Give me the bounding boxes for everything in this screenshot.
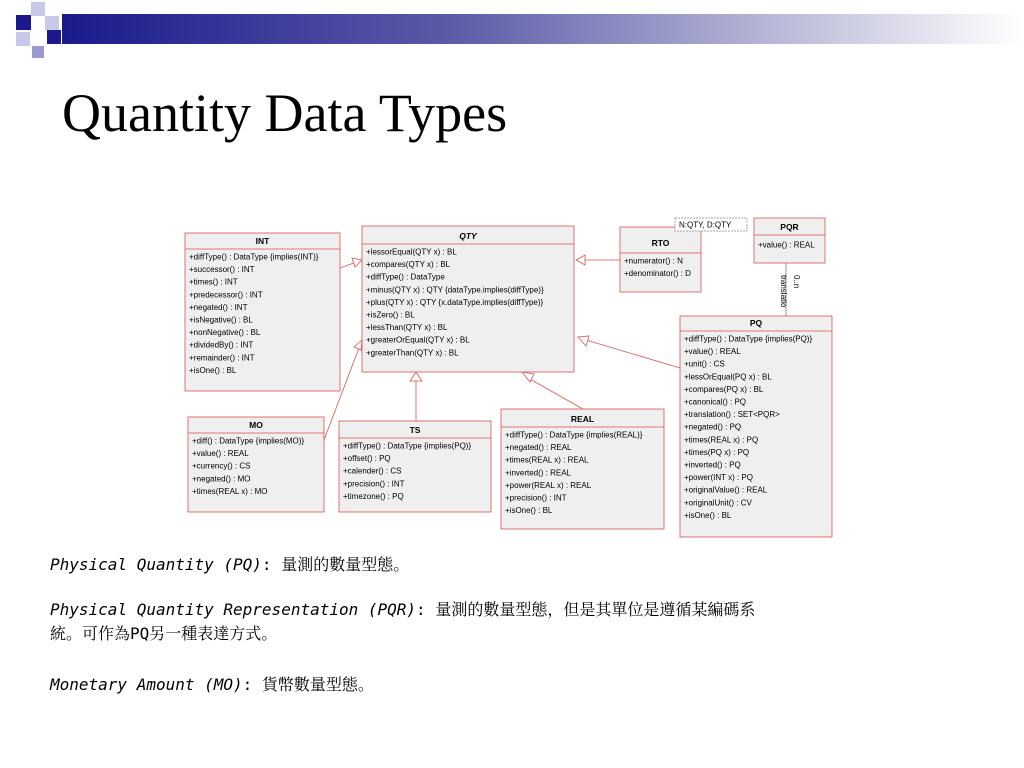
class-operation: +greaterThan(QTY x) : BL [366,348,459,358]
text-pqr: 量測的數量型態，但是其單位是遵循某編碼系 [425,600,756,619]
class-operation: +minus(QTY x) : QTY {dataType.implies(diffType)} [366,285,544,295]
edge-real-qty [528,378,583,409]
arrowhead-rto [576,255,585,265]
sep-pqr: : [416,600,426,619]
class-operation: +diffType() : DataType {implies(REAL)} [505,430,643,440]
class-operation: +timezone() : PQ [343,491,404,501]
class-operation: +calender() : CS [343,466,402,476]
class-operation: +negated() : INT [189,302,248,312]
class-operation: +offset() : PQ [343,454,391,464]
template-param: N:QTY, D:QTY [679,220,732,230]
arrowhead-pq [578,336,589,346]
class-operation: +lessorEqual(QTY x) : BL [366,247,457,257]
class-operation: +originalValue() : REAL [684,485,768,495]
class-operation: +currency() : CS [192,461,251,471]
class-operation: +dividedBy() : INT [189,340,254,350]
class-name: REAL [570,414,595,424]
class-operation: +diffType() : DataType {implies(PQ)} [343,441,472,451]
class-ts [339,421,491,512]
sep-mo: : [242,675,253,694]
paragraph-pqr [50,598,755,646]
class-operation: +unit() : CS [684,359,725,369]
class-operation: +denominator() : D [624,269,691,279]
class-operation: +diffType() : DataType {implies(PQ)} [684,334,813,344]
arrowhead-ts [410,372,422,381]
term-pq: Physical Quantity (PQ) [50,555,262,574]
class-operation: +isNegative() : BL [189,315,253,325]
class-operation: +power(REAL x) : REAL [505,480,592,490]
term-pqr: Physical Quantity Representation (PQR) [50,600,417,619]
class-name: INT [255,236,270,246]
class-operation: +value() : REAL [758,240,815,250]
class-operation: +isOne() : BL [189,365,237,375]
class-name: MO [249,420,263,430]
class-operation: +value() : REAL [684,347,741,357]
class-operation: +isOne() : BL [505,506,553,516]
class-operation: +compares(PQ x) : BL [684,384,764,394]
class-qty [362,226,574,372]
class-operation: +successor() : INT [189,265,255,275]
class-operation: +times(REAL x) : MO [192,486,268,496]
class-real [501,409,664,529]
class-operation: +plus(QTY x) : QTY {x.dataType.implies(diffType)} [366,297,544,307]
class-operation: +lessThan(QTY x) : BL [366,323,448,333]
paragraph-mo [50,673,374,697]
class-operation: +diffType() : DataType {implies(INT)} [189,252,319,262]
arrowhead-mo [354,340,362,350]
text-mo: 貨幣數量型態。 [252,675,374,694]
class-name: TS [409,425,421,435]
class-operation: +translation() : SET<PQR> [684,410,780,420]
class-operation: +canonical() : PQ [684,397,747,407]
text-pq: 量測的數量型態。 [271,555,410,574]
class-operation: +inverted() : REAL [505,468,572,478]
class-operation: +predecessor() : INT [189,290,263,300]
class-operation: +greaterOrEqual(QTY x) : BL [366,335,470,345]
assoc-multiplicity: 0..n [792,275,801,289]
class-operation: +diff() : DataType {implies(MO)} [192,436,305,446]
class-name: RTO [651,238,670,248]
class-rto [620,218,747,292]
class-operation: +remainder() : INT [189,353,255,363]
class-operation: +compares(QTY x) : BL [366,260,451,270]
class-operation: +negated() : PQ [684,422,742,432]
class-operation: +times(REAL x) : PQ [684,435,759,445]
class-operation: +isZero() : BL [366,310,415,320]
class-operation: +precision() : INT [505,493,567,503]
paragraph-pq [50,553,409,577]
arrowhead-int [352,258,362,267]
class-name: PQ [749,318,763,328]
slide-title: Quantity Data Types [62,83,508,143]
class-pqr [754,218,825,263]
class-name: PQR [780,222,799,232]
class-mo [188,417,324,512]
class-operation: +inverted() : PQ [684,460,741,470]
class-operation: +power(INT x) : PQ [684,473,753,483]
class-operation: +times(PQ x) : PQ [684,447,750,457]
edge-pq-qty [586,340,680,368]
assoc-role: translatio [779,275,788,308]
class-operation: +times() : INT [189,277,238,287]
class-operation: +lessOrEqual(PQ x) : BL [684,372,772,382]
class-operation: +precision() : INT [343,479,405,489]
class-operation: +diffType() : DataType [366,272,445,282]
class-operation: +nonNegative() : BL [189,328,261,338]
class-operation: +value() : REAL [192,449,249,459]
class-name: QTY [459,231,477,241]
class-int [185,233,340,391]
class-operation: +negated() : MO [192,474,251,484]
class-pq [680,316,832,537]
diagram-classes [185,218,832,537]
text-pqr-2: 統。可作為PQ另一種表達方式。 [50,624,278,643]
term-mo: Monetary Amount (MO) [50,675,243,694]
sep-pq: : [261,555,272,574]
class-operation: +negated() : REAL [505,443,572,453]
class-operation: +numerator() : N [624,256,683,266]
class-operation: +originalUnit() : CV [684,498,752,508]
class-operation: +times(REAL x) : REAL [505,455,589,465]
class-operation: +isOne() : BL [684,510,732,520]
